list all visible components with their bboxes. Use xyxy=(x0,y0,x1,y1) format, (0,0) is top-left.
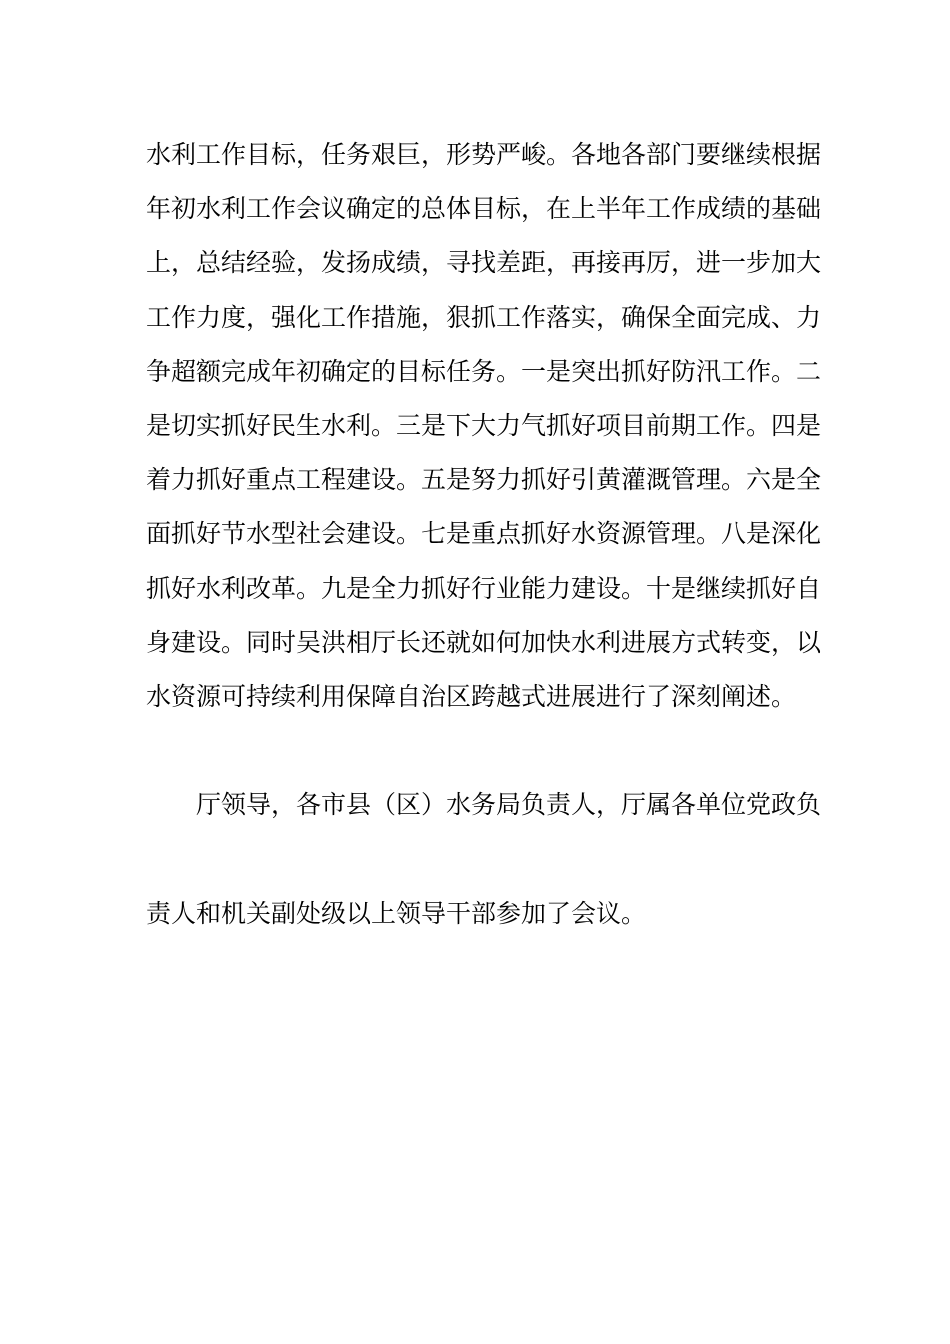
text-line: 是切实抓好民生水利。三是下大力气抓好项目前期工作。四是 xyxy=(146,410,822,440)
text-line: 着力抓好重点工程建设。五是努力抓好引黄灌溉管理。六是全 xyxy=(146,465,822,495)
blank-line xyxy=(146,832,806,886)
text-line: 身建设。同时吴洪相厅长还就如何加快水利进展方式转变，以 xyxy=(146,627,822,657)
blank-line xyxy=(146,724,806,778)
text-line: 工作力度，强化工作措施，狠抓工作落实，确保全面完成、力 xyxy=(146,302,822,332)
text-line: 水利工作目标，任务艰巨，形势严峻。各地各部门要继续根据 xyxy=(146,140,822,169)
text-line: 水资源可持续利用保障自治区跨越式进展进行了深刻阐述。 xyxy=(146,681,797,711)
text-line: 年初水利工作会议确定的总体目标，在上半年工作成绩的基础 xyxy=(146,194,822,224)
text-line: 责人和机关副处级以上领导干部参加了会议。 xyxy=(146,898,647,928)
text-line: 厅领导，各市县（区）水务局负责人，厅属各单位党政负 xyxy=(196,790,822,820)
text-line: 上，总结经验，发扬成绩，寻找差距，再接再厉，进一步加大 xyxy=(146,248,822,278)
text-line: 面抓好节水型社会建设。七是重点抓好水资源管理。八是深化 xyxy=(146,519,822,549)
text-line: 争超额完成年初确定的目标任务。一是突出抓好防汛工作。二 xyxy=(146,356,822,386)
body-text xyxy=(146,128,822,941)
text-line: 抓好水利改革。九是全力抓好行业能力建设。十是继续抓好自 xyxy=(146,573,822,603)
